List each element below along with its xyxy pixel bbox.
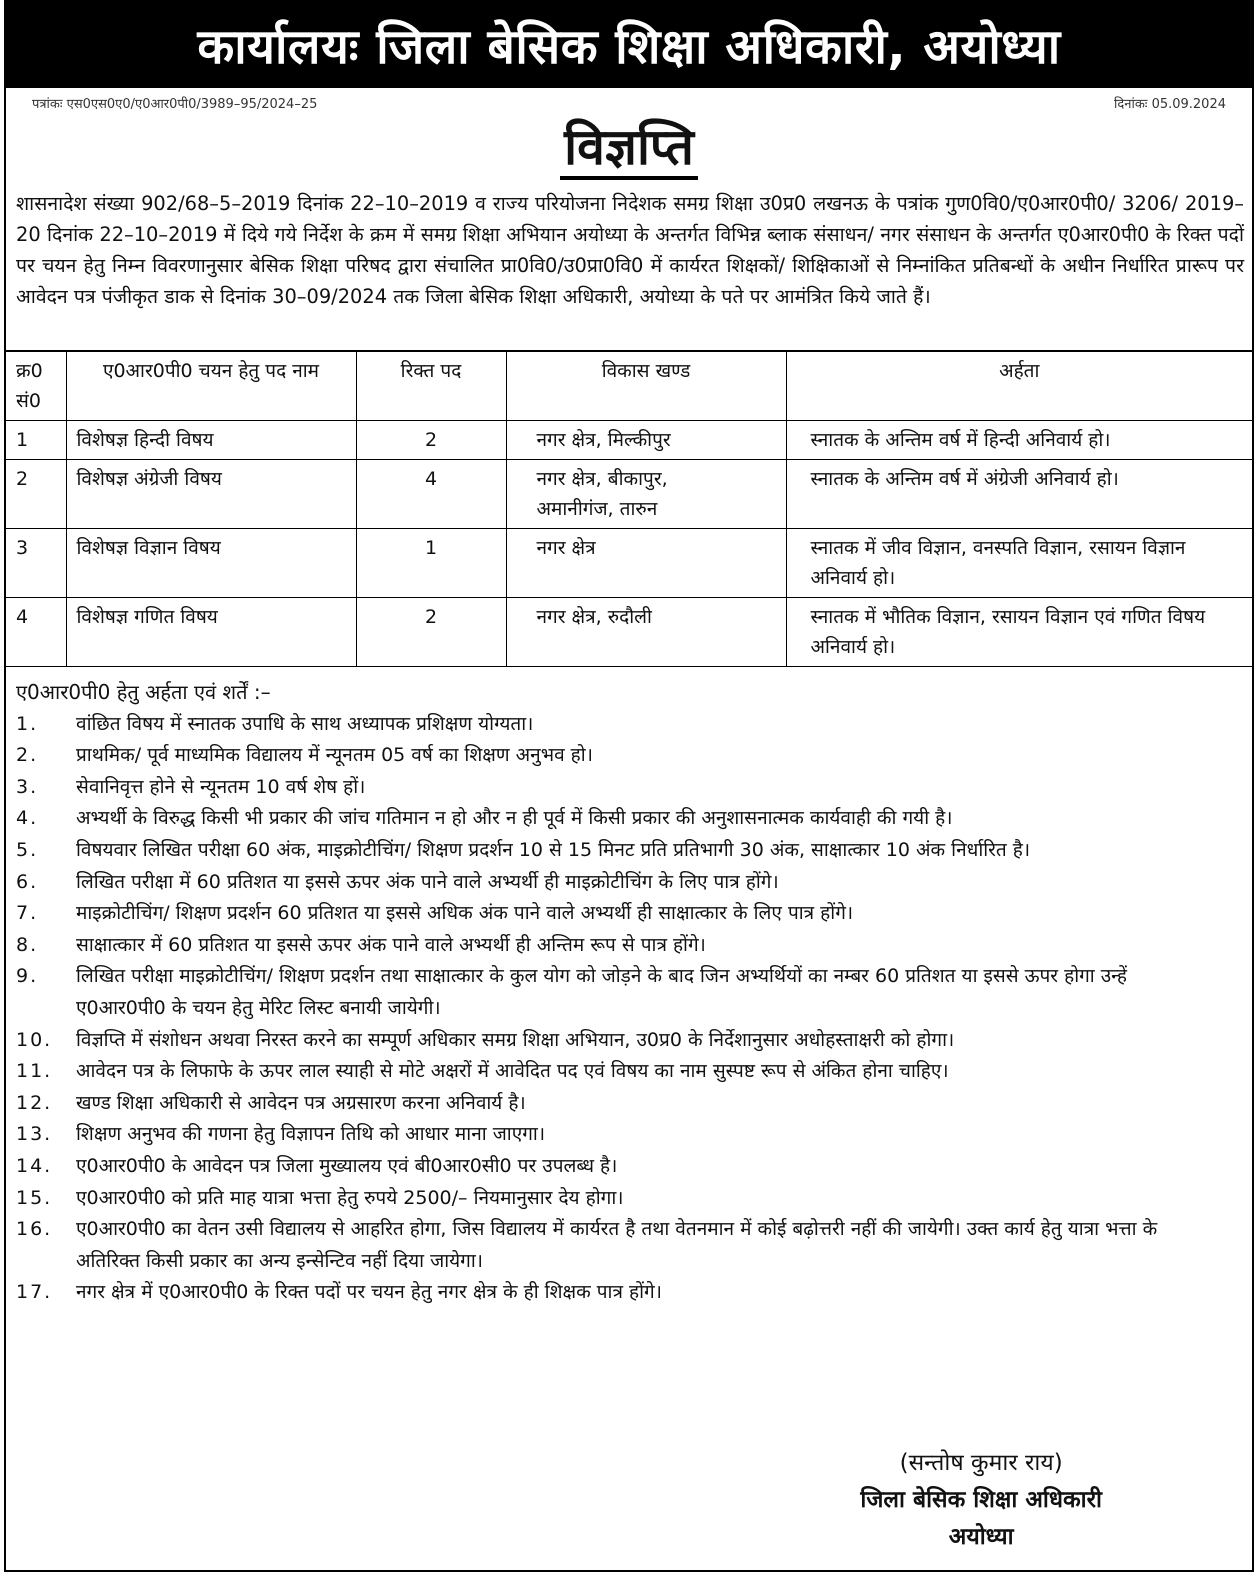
term-text: खण्ड शिक्षा अधिकारी से आवेदन पत्र अग्रसारण करना अनिवार्य है। xyxy=(76,1091,526,1114)
terms-list xyxy=(16,709,1242,1309)
cell-vacancy: 2 xyxy=(356,598,506,667)
term-item xyxy=(16,1056,1242,1088)
term-item xyxy=(16,1025,1242,1057)
reference-row xyxy=(6,88,1252,114)
table-row xyxy=(6,421,1252,460)
term-number: 6. xyxy=(16,870,39,893)
cell-qualification: स्नातक में जीव विज्ञान, वनस्पति विज्ञान, रसायन विज्ञान अनिवार्य हो। xyxy=(786,529,1252,598)
term-number: 11. xyxy=(16,1060,53,1083)
table-header-row xyxy=(6,351,1252,421)
table-row xyxy=(6,529,1252,598)
intro-paragraph: शासनादेश संख्या 902/68–5–2019 दिनांक 22–10–2019 व राज्य परियोजना निदेशक समग्र शिक्षा उ0प्र0 लखनऊ के पत्रांक गुण0वि0/ए0आर0पी0/ 3206/ 2019–20 दिनांक 22–10–2019 में दिये गये निर्देश के क्रम में समग्र शिक्षा अभियान अयोध्या के अन्तर्गत विभिन्न ब्लाक संसाधन/ नगर संसाधन के अन्तर्गत ए0आर0पी0 के रिक्त पदों पर चयन हेतु निम्न विवरणानुसार बेसिक शिक्षा परिषद द्वारा संचालित प्रा0वि0/उ0प्रा0वि0 में कार्यरत शिक्षकों/ शिक्षिकाओं से निम्नांकित प्रतिबन्धों के अधीन निर्धारित प्रारूप पर आवेदन पत्र पंजीकृत डाक से दिनांक 30–09/2024 तक जिला बेसिक शिक्षा अधिकारी, अयोध्या के पते पर आमंत्रित किये जाते हैं। xyxy=(16,192,1244,308)
office-title: कार्यालयः जिला बेसिक शिक्षा अधिकारी, अयोध्या xyxy=(197,18,1061,75)
office-header-band xyxy=(6,2,1252,88)
term-number: 15. xyxy=(16,1186,53,1209)
term-text: नगर क्षेत्र में ए0आर0पी0 के रिक्त पदों पर चयन हेतु नगर क्षेत्र के ही शिक्षक पात्र होंगे। xyxy=(76,1281,662,1304)
letter-number: पत्रांकः एस0एस0ए0/ए0आर0पी0/3989–95/2024–25 xyxy=(32,97,318,112)
term-number: 5. xyxy=(16,838,39,861)
term-number: 14. xyxy=(16,1154,53,1177)
term-text: माइक्रोटीचिंग/ शिक्षण प्रदर्शन 60 प्रतिशत या इससे अधिक अंक पाने वाले अभ्यर्थी ही साक्षात्कार के लिए पात्र होंगे। xyxy=(76,902,854,925)
term-item xyxy=(16,709,1242,741)
cell-vacancy: 1 xyxy=(356,529,506,598)
term-text: लिखित परीक्षा माइक्रोटीचिंग/ शिक्षण प्रदर्शन तथा साक्षात्कार के कुल योग को जोड़ने के बाद जिन अभ्यर्थियों का नम्बर 60 प्रतिशत या इससे ऊपर होगा उन्हें ए0आर0पी0 के चयन हेतु मेरिट लिस्ट बनायी जायेगी। xyxy=(76,965,1127,1019)
signature-block xyxy=(860,1445,1102,1556)
term-text: विज्ञप्ति में संशोधन अथवा निरस्त करने का सम्पूर्ण अधिकार समग्र शिक्षा अभियान, उ0प्र0 के निर्देशानुसार अधोहस्ताक्षरी को होगा। xyxy=(76,1028,955,1051)
terms-section xyxy=(6,667,1252,1309)
header-block: विकास खण्ड xyxy=(506,351,786,421)
cell-sno: 1 xyxy=(6,421,66,460)
term-number: 2. xyxy=(16,744,39,767)
term-item xyxy=(16,930,1242,962)
term-item xyxy=(16,1214,1242,1277)
signatory-designation: जिला बेसिक शिक्षा अधिकारी xyxy=(860,1487,1102,1513)
cell-post: विशेषज्ञ गणित विषय xyxy=(66,598,356,667)
vacancy-table xyxy=(6,350,1252,667)
cell-block: नगर क्षेत्र, बीकापुर, अमानीगंज, तारुन xyxy=(506,460,786,529)
term-number: 10. xyxy=(16,1028,53,1051)
term-number: 16. xyxy=(16,1218,53,1241)
term-text: वांछित विषय में स्नातक उपाधि के साथ अध्यापक प्रशिक्षण योग्यता। xyxy=(76,712,534,735)
term-text: विषयवार लिखित परीक्षा 60 अंक, माइक्रोटीचिंग/ शिक्षण प्रदर्शन 10 से 15 मिनट प्रति प्रतिभागी 30 अंक, साक्षात्कार 10 अंक निर्धारित है। xyxy=(76,838,1031,861)
cell-qualification: स्नातक के अन्तिम वर्ष में अंग्रेजी अनिवार्य हो। xyxy=(786,460,1252,529)
terms-heading: ए0आर0पी0 हेतु अर्हता एवं शर्तें :– xyxy=(16,680,271,704)
notice-title: विज्ञप्ति xyxy=(560,118,698,180)
term-number: 9. xyxy=(16,965,39,988)
cell-sno: 3 xyxy=(6,529,66,598)
term-number: 13. xyxy=(16,1123,53,1146)
cell-vacancy: 4 xyxy=(356,460,506,529)
term-text: ए0आर0पी0 के आवेदन पत्र जिला मुख्यालय एवं बी0आर0सी0 पर उपलब्ध है। xyxy=(76,1154,618,1177)
signatory-location: अयोध्या xyxy=(948,1524,1014,1550)
term-item xyxy=(16,867,1242,899)
term-item xyxy=(16,1151,1242,1183)
table-row xyxy=(6,460,1252,529)
cell-post: विशेषज्ञ अंग्रेजी विषय xyxy=(66,460,356,529)
term-text: आवेदन पत्र के लिफाफे के ऊपर लाल स्याही से मोटे अक्षरों में आवेदित पद एवं विषय का नाम सुस्पष्ट रूप से अंकित होना चाहिए। xyxy=(76,1060,949,1083)
notice-page xyxy=(4,0,1254,1572)
term-text: अभ्यर्थी के विरुद्ध किसी भी प्रकार की जांच गतिमान न हो और न ही पूर्व में किसी प्रकार की अनुशासनात्मक कार्यवाही की गयी है। xyxy=(76,807,953,830)
term-item xyxy=(16,740,1242,772)
letter-date: दिनांकः 05.09.2024 xyxy=(1113,97,1226,112)
notice-title-wrap xyxy=(6,118,1252,182)
cell-post: विशेषज्ञ हिन्दी विषय xyxy=(66,421,356,460)
term-text: प्राथमिक/ पूर्व माध्यमिक विद्यालय में न्यूनतम 05 वर्ष का शिक्षण अनुभव हो। xyxy=(76,744,593,767)
term-item xyxy=(16,835,1242,867)
signatory-name: (सन्तोष कुमार राय) xyxy=(899,1450,1063,1476)
term-item xyxy=(16,1119,1242,1151)
term-number: 8. xyxy=(16,933,39,956)
term-text: लिखित परीक्षा में 60 प्रतिशत या इससे ऊपर अंक पाने वाले अभ्यर्थी ही माइक्रोटीचिंग के लिए पात्र होंगे। xyxy=(76,870,779,893)
term-text: शिक्षण अनुभव की गणना हेतु विज्ञापन तिथि को आधार माना जाएगा। xyxy=(76,1123,546,1146)
cell-block: नगर क्षेत्र xyxy=(506,529,786,598)
term-item xyxy=(16,1183,1242,1215)
header-post: ए0आर0पी0 चयन हेतु पद नाम xyxy=(66,351,356,421)
term-number: 12. xyxy=(16,1091,53,1114)
term-number: 17. xyxy=(16,1281,53,1304)
term-item xyxy=(16,961,1242,1024)
term-item xyxy=(16,803,1242,835)
term-text: ए0आर0पी0 को प्रति माह यात्रा भत्ता हेतु रुपये 2500/– नियमानुसार देय होगा। xyxy=(76,1186,624,1209)
cell-sno: 4 xyxy=(6,598,66,667)
cell-sno: 2 xyxy=(6,460,66,529)
table-row xyxy=(6,598,1252,667)
cell-qualification: स्नातक के अन्तिम वर्ष में हिन्दी अनिवार्य हो। xyxy=(786,421,1252,460)
term-text: ए0आर0पी0 का वेतन उसी विद्यालय से आहरित होगा, जिस विद्यालय में कार्यरत है तथा वेतनमान में कोई बढ़ोत्तरी नहीं की जायेगी। उक्त कार्य हेतु यात्रा भत्ता के अतिरिक्त किसी प्रकार का अन्य इन्सेन्टिव नहीं दिया जायेगा। xyxy=(76,1218,1158,1272)
cell-qualification: स्नातक में भौतिक विज्ञान, रसायन विज्ञान एवं गणित विषय अनिवार्य हो। xyxy=(786,598,1252,667)
header-sno: क्र0 सं0 xyxy=(6,351,66,421)
cell-vacancy: 2 xyxy=(356,421,506,460)
term-item xyxy=(16,898,1242,930)
cell-block: नगर क्षेत्र, रुदौली xyxy=(506,598,786,667)
header-vacancy: रिक्त पद xyxy=(356,351,506,421)
term-number: 7. xyxy=(16,902,39,925)
term-number: 1. xyxy=(16,712,39,735)
term-number: 4. xyxy=(16,807,39,830)
term-item xyxy=(16,772,1242,804)
cell-block: नगर क्षेत्र, मिल्कीपुर xyxy=(506,421,786,460)
term-number: 3. xyxy=(16,775,39,798)
header-qualification: अर्हता xyxy=(786,351,1252,421)
cell-post: विशेषज्ञ विज्ञान विषय xyxy=(66,529,356,598)
term-item xyxy=(16,1088,1242,1120)
term-item xyxy=(16,1277,1242,1309)
term-text: साक्षात्कार में 60 प्रतिशत या इससे ऊपर अंक पाने वाले अभ्यर्थी ही अन्तिम रूप से पात्र होंगे। xyxy=(76,933,706,956)
term-text: सेवानिवृत्त होने से न्यूनतम 10 वर्ष शेष हों। xyxy=(76,775,366,798)
